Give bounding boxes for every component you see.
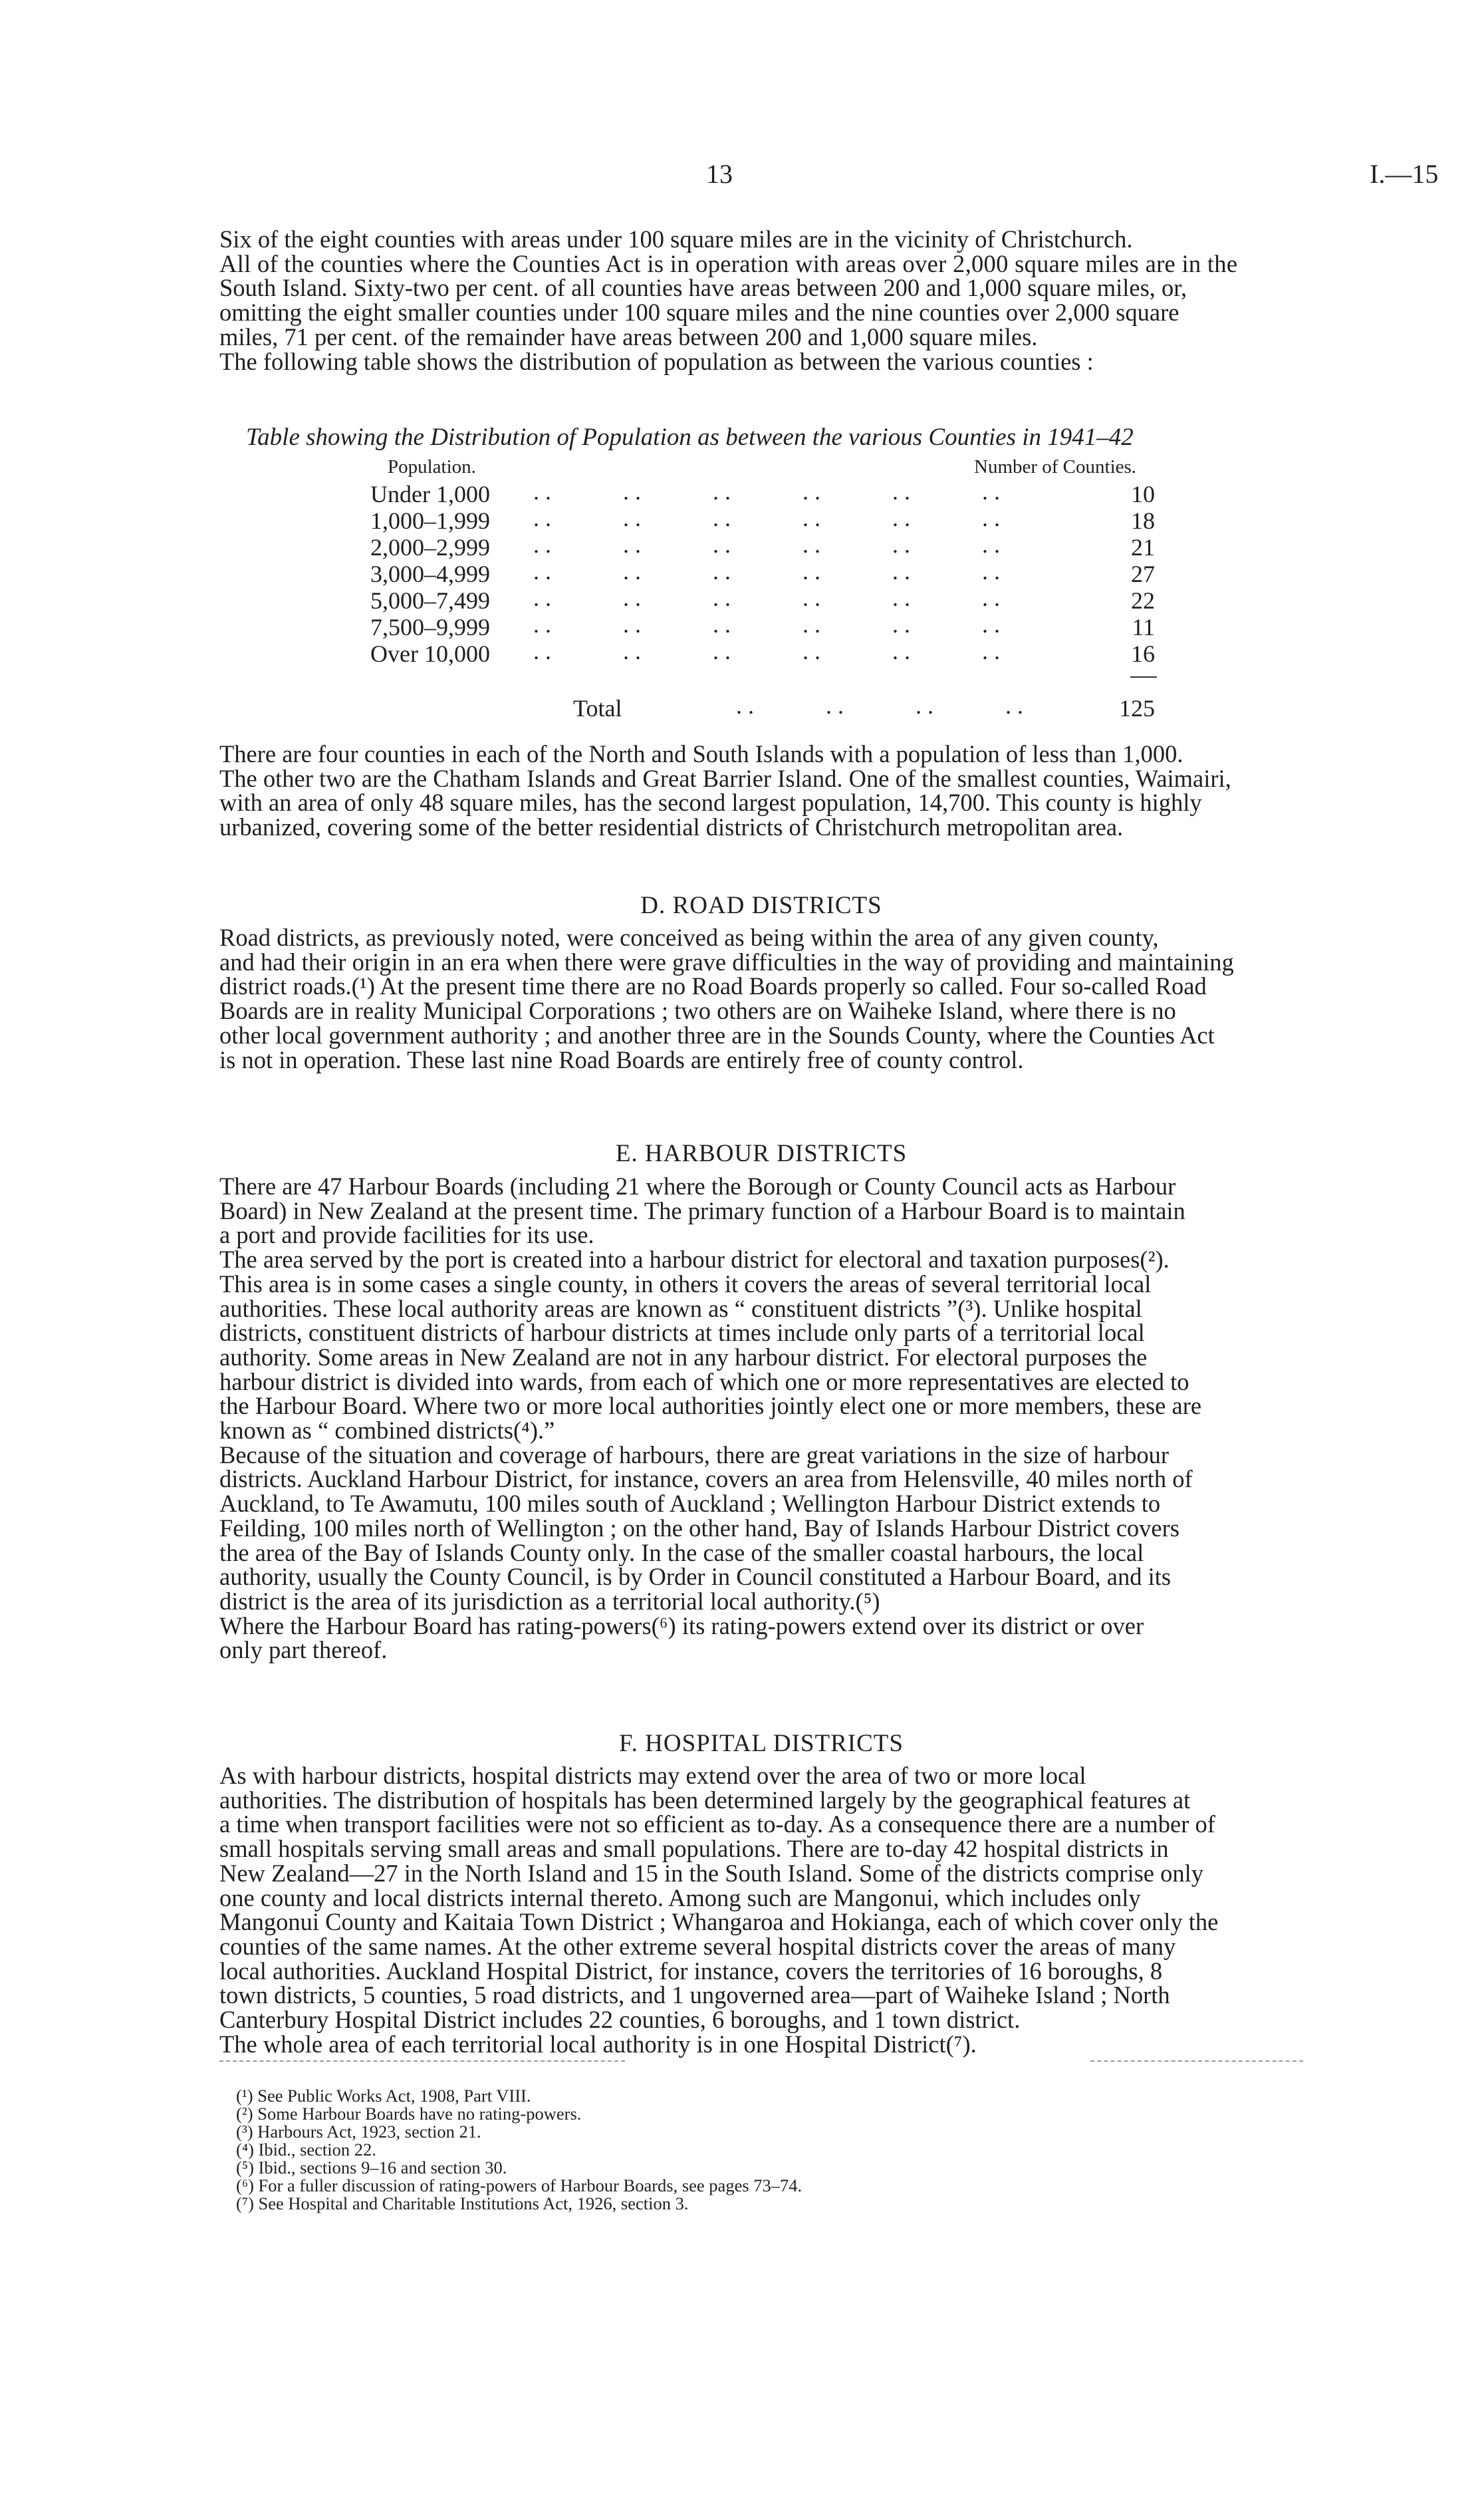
- text-line: Boards are in reality Municipal Corporations ; two others are on Waiheke Island, where there is no: [219, 997, 1176, 1025]
- row-label: 1,000–1,999: [370, 507, 490, 534]
- footnote: (⁷) See Hospital and Charitable Institutions Act, 1926, section 3.: [236, 2193, 689, 2213]
- text-line: authority, usually the County Council, is by Order in Council constituted a Harbour Board, and its: [219, 1563, 1172, 1591]
- text-line: authority. Some areas in New Zealand are not in any harbour district. For electoral purposes the: [219, 1343, 1148, 1371]
- leader-dots: . . . . . . . . . . . .: [533, 478, 1000, 505]
- text-line: only part thereof.: [219, 1636, 388, 1664]
- text-line: districts, constituent districts of harbour districts at times include only parts of a territorial local: [219, 1319, 1145, 1347]
- text-line: South Island. Sixty-two per cent. of all counties have areas between 200 and 1,000 square miles, or,: [219, 274, 1187, 302]
- footnote-rule-left: [219, 2060, 625, 2062]
- footnote: (³) Harbours Act, 1923, section 21.: [236, 2122, 481, 2142]
- text-line: Where the Harbour Board has rating-powers(⁶) its rating-powers extend over its district or over: [219, 1611, 1144, 1639]
- text-line: Because of the situation and coverage of harbours, there are great variations in the size of harbour: [219, 1441, 1169, 1468]
- text-line: There are four counties in each of the North and South Islands with a population of less than 1,000.: [219, 740, 1183, 767]
- page-number: 13: [706, 159, 733, 189]
- table-header-counties: Number of Counties.: [974, 456, 1137, 478]
- text-line: All of the counties where the Counties Act is in operation with areas over 2,000 square miles are in the: [219, 249, 1238, 277]
- text-line: There are 47 Harbour Boards (including 21 where the Borough or County Council acts as Harbour: [219, 1173, 1176, 1200]
- text-line: harbour district is divided into wards, from each of which one or more representatives are elected to: [219, 1367, 1189, 1395]
- text-line: Mangonui County and Kaitaia Town District ; Whangaroa and Hokianga, each of which cover only the: [219, 1908, 1219, 1936]
- text-line: Feilding, 100 miles north of Wellington ; on the other hand, Bay of Islands Harbour District covers: [219, 1514, 1179, 1542]
- row-label: 3,000–4,999: [370, 561, 490, 587]
- text-line: the Harbour Board. Where two or more local authorities jointly elect one or more members, these are: [219, 1392, 1202, 1420]
- text-line: authorities. The distribution of hospitals has been determined largely by the geographical features at: [219, 1786, 1191, 1814]
- leader-dots: . . . . . . . . . . . .: [533, 611, 1000, 638]
- total-label: Total: [573, 695, 622, 722]
- hospital-districts-paragraphs: [219, 1764, 1303, 2056]
- leader-dots: . . . . . . . . . . . .: [533, 531, 1000, 558]
- row-label: 2,000–2,999: [370, 534, 490, 561]
- text-line: districts. Auckland Harbour District, for instance, covers an area from Helensville, 40 miles north of: [219, 1465, 1193, 1493]
- leader-dots: . . . . . . . . . . . .: [533, 558, 1000, 585]
- text-line: New Zealand—27 in the North Island and 15 in the South Island. Some of the districts comprise only: [219, 1859, 1204, 1887]
- text-line: a port and provide facilities for its use.: [219, 1221, 594, 1249]
- total-value: 125: [1119, 695, 1155, 722]
- leader-dots: . . . . . . . . . . . .: [533, 505, 1000, 531]
- text-line: authorities. These local authority areas are known as “ constituent districts ”(³). Unlike hospital: [219, 1294, 1142, 1322]
- road-districts-paragraph: [219, 926, 1303, 1072]
- text-line: The other two are the Chatham Islands and Great Barrier Island. One of the smallest counties, Waimairi,: [219, 764, 1231, 792]
- text-line: local authorities. Auckland Hospital District, for instance, covers the territories of 16 boroughs, 8: [219, 1957, 1163, 1985]
- footnote-rule-right: [1090, 2060, 1303, 2062]
- section-heading-harbour-districts: E. HARBOUR DISTRICTS: [615, 1140, 908, 1167]
- text-line: omitting the eight smaller counties under 100 square miles and the nine counties over 2,000 square: [219, 299, 1179, 327]
- row-label: 7,500–9,999: [370, 614, 490, 640]
- after-table-paragraph: [219, 742, 1303, 840]
- text-line: a time when transport facilities were not so efficient as to-day. As a consequence there are a number of: [219, 1810, 1215, 1838]
- text-line: other local government authority ; and another three are in the Sounds County, where the Counties Act: [219, 1021, 1215, 1049]
- leader-dots: . . . . . . . . . . . .: [533, 585, 1000, 611]
- text-line: with an area of only 48 square miles, has the second largest population, 14,700. This county is highly: [219, 789, 1202, 817]
- text-line: The area served by the port is created into a harbour district for electoral and taxation purposes(²).: [219, 1246, 1170, 1274]
- row-value: 16: [1131, 640, 1155, 667]
- intro-paragraph: [219, 227, 1303, 374]
- row-value: 22: [1131, 587, 1155, 614]
- footnote: (⁵) Ibid., sections 9–16 and section 30.: [236, 2158, 507, 2177]
- text-line: district is the area of its jurisdiction as a territorial local authority.(⁵): [219, 1587, 880, 1615]
- document-reference: I.—15: [1370, 159, 1439, 189]
- row-label: Over 10,000: [370, 640, 490, 667]
- table-row: [370, 640, 1155, 668]
- text-line: counties of the same names. At the other extreme several hospital districts cover the areas of many: [219, 1932, 1176, 1960]
- text-line: Road districts, as previously noted, were conceived as being within the area of any given county,: [219, 924, 1159, 951]
- table-header-population: Population.: [388, 456, 476, 478]
- footnote: (⁶) For a fuller discussion of rating-powers of Harbour Boards, see pages 73–74.: [236, 2175, 803, 2195]
- footnote: (²) Some Harbour Boards have no rating-powers.: [236, 2104, 582, 2124]
- text-line: small hospitals serving small areas and small populations. There are to-day 42 hospital districts in: [219, 1835, 1169, 1863]
- row-label: 5,000–7,499: [370, 587, 490, 614]
- text-line: known as “ combined districts(⁴).”: [219, 1417, 555, 1445]
- table-caption: Table showing the Distribution of Population as between the various Counties in 1941–42: [246, 424, 1134, 451]
- text-line: is not in operation. These last nine Road Boards are entirely free of county control.: [219, 1045, 1024, 1073]
- text-line: The whole area of each territorial local authority is in one Hospital District(⁷).: [219, 2030, 977, 2058]
- leader-dots: . . . . . . . .: [736, 692, 1023, 719]
- text-line: As with harbour districts, hospital districts may extend over the area of two or more local: [219, 1762, 1086, 1789]
- harbour-districts-paragraphs: [219, 1175, 1303, 1663]
- text-line: Auckland, to Te Awamutu, 100 miles south of Auckland ; Wellington Harbour District extends to: [219, 1490, 1161, 1518]
- text-line: district roads.(¹) At the present time there are no Road Boards properly so called. Four so-called Road: [219, 972, 1207, 1000]
- footnote: (¹) See Public Works Act, 1908, Part VIII.: [236, 2086, 531, 2106]
- section-heading-road-districts: D. ROAD DISTRICTS: [640, 892, 882, 919]
- row-value: 10: [1131, 481, 1155, 507]
- text-line: This area is in some cases a single county, in others it covers the areas of several territorial local: [219, 1270, 1152, 1298]
- row-value: 11: [1132, 614, 1155, 640]
- text-line: Six of the eight counties with areas under 100 square miles are in the vicinity of Christchurch.: [219, 225, 1133, 253]
- row-label: Under 1,000: [370, 481, 490, 507]
- leader-dots: . . . . . . . . . . . .: [533, 638, 1000, 664]
- row-value: 27: [1131, 561, 1155, 587]
- text-line: miles, 71 per cent. of the remainder have areas between 200 and 1,000 square miles.: [219, 323, 1038, 350]
- row-value: 18: [1131, 507, 1155, 534]
- text-line: Canterbury Hospital District includes 22 counties, 6 boroughs, and 1 town district.: [219, 2006, 1021, 2034]
- text-line: and had their origin in an era when there were grave difficulties in the way of providing and maintaining: [219, 948, 1234, 976]
- text-line: the area of the Bay of Islands County only. In the case of the smaller coastal harbours, the local: [219, 1538, 1144, 1566]
- text-line: Board) in New Zealand at the present time. The primary function of a Harbour Board is to maintain: [219, 1196, 1185, 1224]
- text-line: town districts, 5 counties, 5 road districts, and 1 ungoverned area—part of Waiheke Island ; North: [219, 1981, 1170, 2009]
- footnote: (⁴) Ibid., section 22.: [236, 2140, 376, 2159]
- total-rule: [1130, 676, 1157, 678]
- text-line: urbanized, covering some of the better residential districts of Christchurch metropolitan area.: [219, 813, 1124, 841]
- section-heading-hospital-districts: F. HOSPITAL DISTRICTS: [619, 1730, 904, 1757]
- row-value: 21: [1131, 534, 1155, 561]
- text-line: The following table shows the distribution of population as between the various counties :: [219, 347, 1094, 375]
- text-line: one county and local districts internal thereto. Among such are Mangonui, which includes only: [219, 1883, 1141, 1911]
